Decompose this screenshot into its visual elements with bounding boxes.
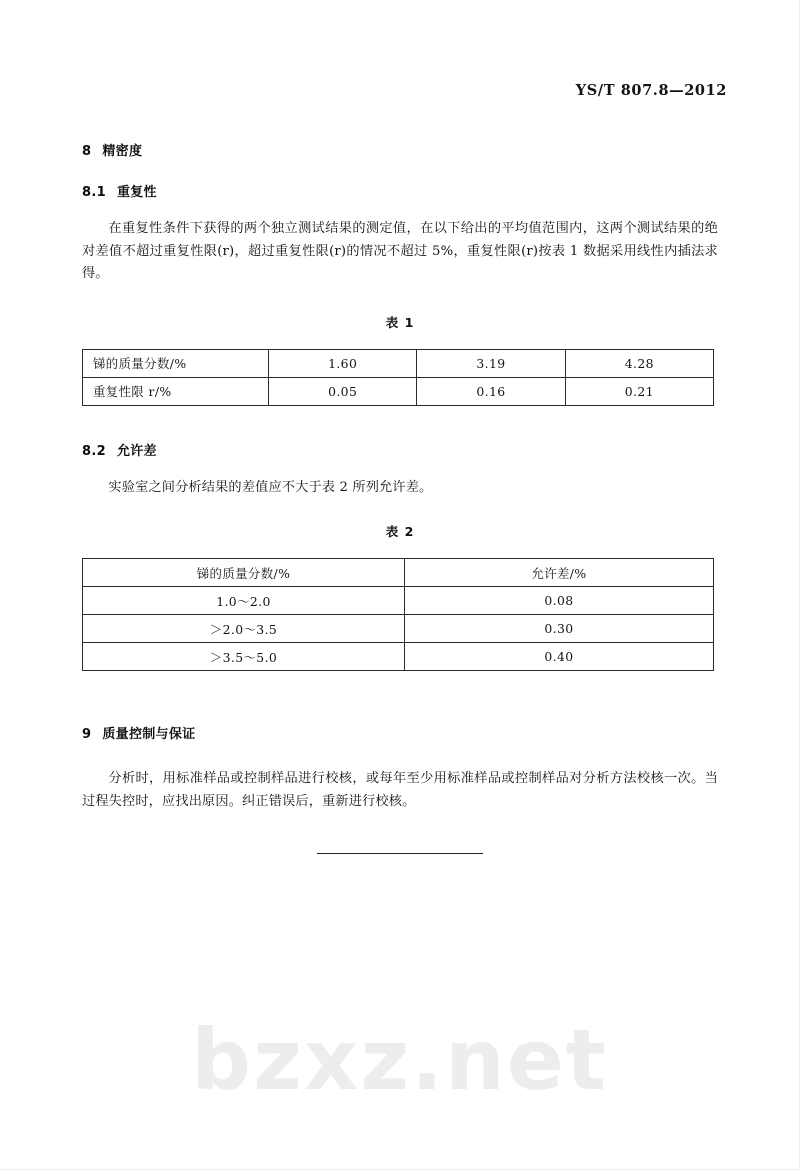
end-of-document-rule-wrapper bbox=[82, 843, 718, 862]
table-1-row-1-label: 重复性限 r/% bbox=[83, 377, 269, 405]
table-2-row-2-col-1: 0.40 bbox=[405, 643, 714, 671]
table-header-row bbox=[83, 559, 714, 587]
table-row bbox=[83, 587, 714, 615]
table-1-row-0-value-1: 3.19 bbox=[417, 349, 565, 377]
table-2-row-1-col-1: 0.30 bbox=[405, 615, 714, 643]
table-row bbox=[83, 377, 714, 405]
table-2-caption: 表 2 bbox=[385, 524, 415, 539]
section-8-1-paragraph: 在重复性条件下获得的两个独立测试结果的测定值，在以下给出的平均值范围内，这两个测试结果的绝对差值不超过重复性限(r)，超过重复性限(r)的情况不超过 5%，重复性限(r)按表 1 数据采用线性内插法求得。 bbox=[82, 221, 718, 281]
table-1-row-1-value-0: 0.05 bbox=[269, 377, 417, 405]
section-8-2-number: 8.2 bbox=[82, 443, 106, 459]
table-2-header-0: 锑的质量分数/% bbox=[83, 559, 405, 587]
table-2 bbox=[82, 558, 714, 671]
spacer bbox=[82, 813, 718, 843]
section-8-2-paragraph: 实验室之间分析结果的差值应不大于表 2 所列允许差。 bbox=[108, 479, 433, 495]
table-1-caption: 表 1 bbox=[385, 314, 415, 330]
spacer bbox=[82, 540, 718, 558]
table-1-row-0-value-0: 1.60 bbox=[269, 349, 417, 377]
table-2-row-1-col-0: ＞2.0～3.5 bbox=[83, 615, 405, 643]
running-header-standard-number: YS/T 807.8—2012 bbox=[575, 82, 727, 99]
table-2-header-1: 允许差/% bbox=[405, 559, 714, 587]
section-9-number: 9 bbox=[82, 727, 92, 742]
table-2-row-0-col-1: 0.08 bbox=[405, 587, 714, 615]
table-2-row-2-col-0: ＞3.5～5.0 bbox=[83, 643, 405, 671]
table-1-row-1-value-1: 0.16 bbox=[417, 377, 565, 405]
site-watermark: bzxz.net bbox=[191, 1011, 608, 1109]
document-content bbox=[82, 140, 718, 862]
section-8-1-title: 重复性 bbox=[116, 185, 157, 200]
table-row bbox=[83, 643, 714, 671]
spacer bbox=[82, 286, 718, 312]
section-9-title: 质量控制与保证 bbox=[102, 727, 196, 742]
spacer bbox=[82, 200, 718, 218]
table-1-row-1-value-2: 0.21 bbox=[565, 377, 713, 405]
section-heading-8 bbox=[82, 140, 718, 159]
spacer bbox=[82, 159, 718, 181]
spacer bbox=[82, 742, 718, 768]
spacer bbox=[82, 459, 718, 477]
table-row bbox=[83, 615, 714, 643]
spacer bbox=[82, 331, 718, 349]
section-heading-8-1 bbox=[82, 181, 718, 200]
table-1-row-0-label: 锑的质量分数/% bbox=[83, 349, 269, 377]
section-8-1-number: 8.1 bbox=[82, 185, 106, 200]
table-2-row-0-col-0: 1.0～2.0 bbox=[83, 587, 405, 615]
section-heading-8-2 bbox=[82, 440, 718, 459]
section-8-title: 精密度 bbox=[102, 144, 143, 159]
table-1-row-0-value-2: 4.28 bbox=[565, 349, 713, 377]
end-of-document-rule bbox=[317, 853, 483, 854]
spacer bbox=[82, 406, 718, 440]
section-heading-9 bbox=[82, 723, 718, 742]
section-9-paragraph: 分析时，用标准样品或控制样品进行校核，或每年至少用标准样品或控制样品对分析方法校核一次。当过程失控时，应找出原因。纠正错误后，重新进行校核。 bbox=[82, 771, 718, 809]
table-1 bbox=[82, 349, 714, 406]
spacer bbox=[82, 499, 718, 521]
section-8-2-title: 允许差 bbox=[116, 443, 157, 459]
spacer bbox=[82, 671, 718, 723]
section-8-number: 8 bbox=[82, 144, 92, 159]
table-row bbox=[83, 349, 714, 377]
